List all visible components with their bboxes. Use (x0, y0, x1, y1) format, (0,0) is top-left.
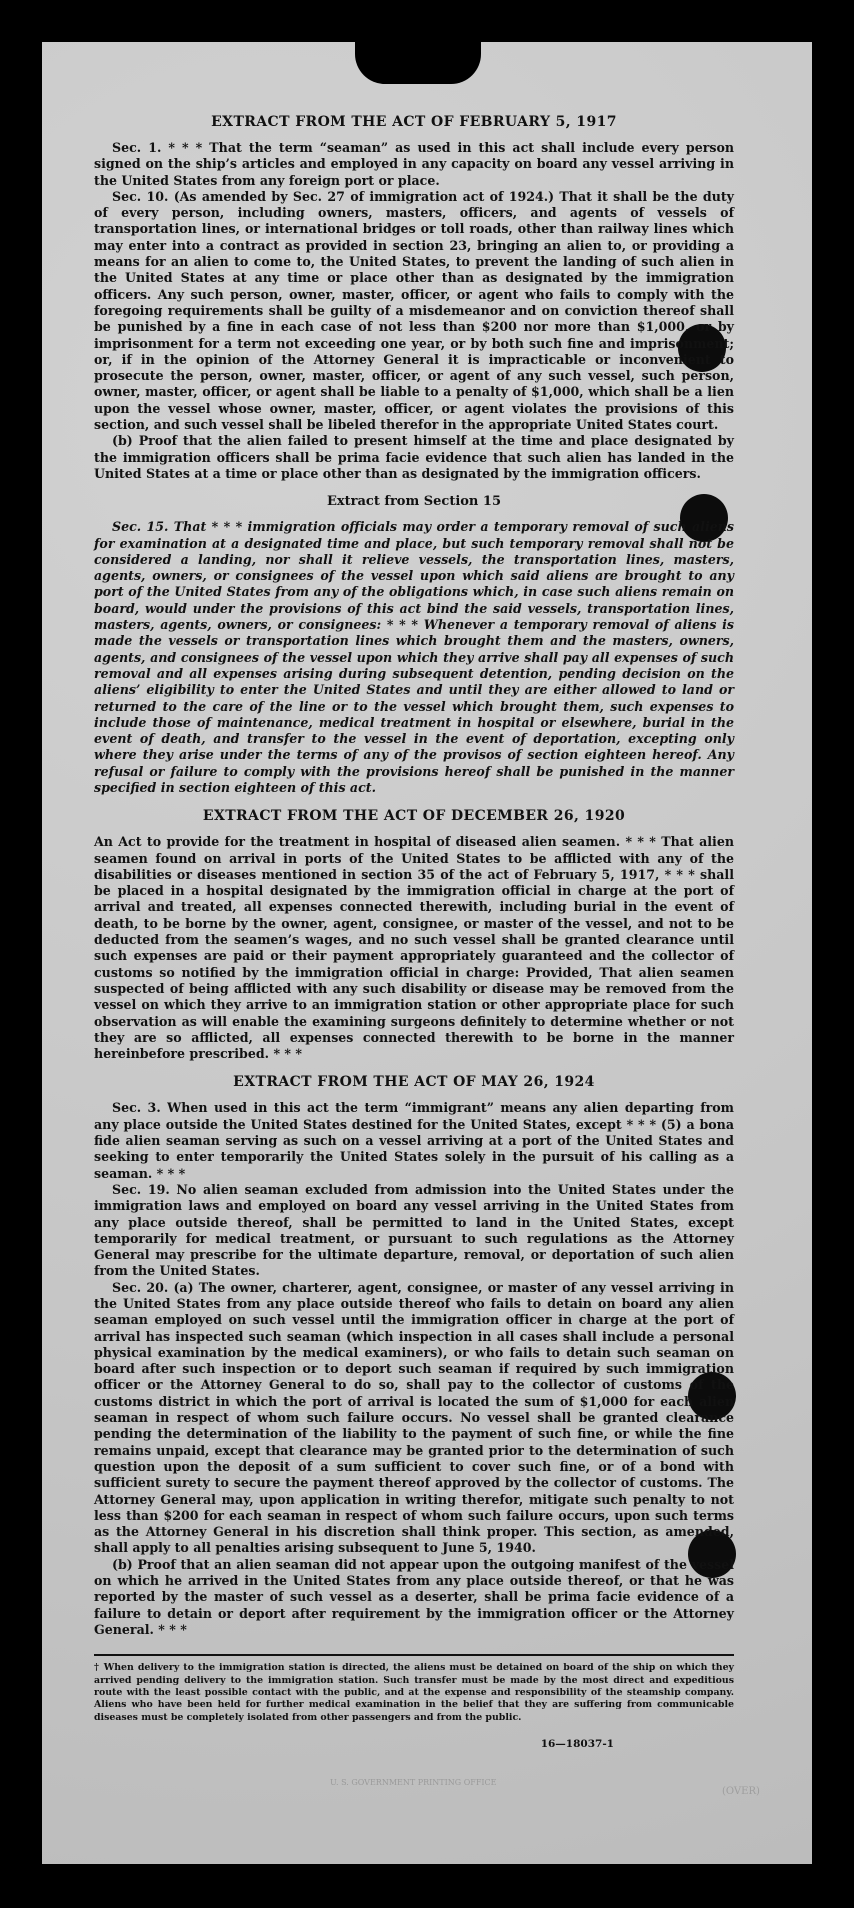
section-subtitle: Extract from Section 15 (326, 494, 502, 510)
section-title: EXTRACT FROM THE ACT OF MAY 26, 1924 (233, 1074, 595, 1091)
printer-imprint: U. S. GOVERNMENT PRINTING OFFICE (330, 1778, 497, 1787)
footnote-divider (94, 1654, 734, 1656)
section-title: EXTRACT FROM THE ACT OF DECEMBER 26, 1920 (202, 808, 626, 825)
paragraph: Sec. 1. * * * That the term “seaman” as used in this act shall include every person signed on the ship’s articles and employed in any capacity on board any vessel arriving in the United States from any foreign port or place. (94, 140, 734, 188)
form-mark: (OVER) (722, 1786, 760, 1797)
paragraph: Sec. 10. (As amended by Sec. 27 of immigration act of 1924.) That it shall be the duty of every person, including owners, masters, officers, and agents of vessels of transportation lines, or international bridges or toll roads, other than railway lines which may enter into a contract as provided in section 23, bringing an alien to, or providing a means for an alien to come to, the United States, to prevent the landing of such alien in the United States at any time or place other than as designated by the immigration officers. Any such person, owner, master, officer, or agent who fails to comply with the foregoing requirements shall be guilty of a misdemeanor and on conviction thereof shall be punished by a fine in each case of not less than $200 nor more than $1,000, or by imprisonment for a term not exceeding one year, or by both such fine and imprisonment; or, if in the opinion of the Attorney General it is impracticable or inconvenient to prosecute the person, owner, master, officer, or agent of any such vessel, such person, owner, master, officer, or agent shall be liable to a penalty of $1,000, which shall be a lien upon the vessel whose owner, master, officer, or agent violates the provisions of this section, and such vessel shall be libeled therefor in the appropriate United States court. (94, 188, 734, 433)
paragraph: An Act to provide for the treatment in hospital of diseased alien seamen. * * * That alien seamen found on arrival in ports of the United States to be afflicted with any of the disabilities or diseases mentioned in section 35 of the act of February 5, 1917, * * * shall be placed in a hospital designated by the immigration official in charge at the port of arrival and treated, all expenses connected therewith, including burial in the event of death, to be borne by the owner, agent, consignee, or master of the vessel, and not to be deducted from the seamen’s wages, and no such vessel shall be granted clearance until such expenses are paid or their payment appropriately guaranteed and the collector of customs so notified by the immigration official in charge: Provided, That alien seamen suspected of being afflicted with any such disability or disease may be removed from the vessel on which they arrive to an immigration station or other appropriate place for such observation as will enable the examining surgeons definitely to determine whether or not they are so afflicted, all expenses connected therewith to be borne in the manner hereinbefore prescribed. * * * (94, 834, 734, 1062)
paragraph: (b) Proof that an alien seaman did not appear upon the outgoing manifest of the vessel on which he arrived in the United States from any place outside thereof, or that he was reported by the master of such vessel as a deserter, shall be prima facie evidence of a failure to detain or deport after requirement by the immigration officer or the Attorney General. * * * (94, 1556, 734, 1637)
document-content (94, 114, 734, 1750)
paragraph: Sec. 15. That * * * immigration officials may order a temporary removal of such aliens for examination at a designated time and place, but such temporary removal shall not be considered a landing, nor shall it relieve vessels, the transportation lines, masters, agents, owners, or consignees of the vessel upon which said aliens are brought to any port of the United States from any of the obligations which, in case such aliens remain on board, would under the provisions of this act bind the said vessels, transportation lines, masters, agents, owners, or consignees: * * * Whenever a temporary removal of aliens is made the vessels or transportation lines which brought them and the masters, owners, agents, and consignees of the vessel upon which they arrive shall pay all expenses of such removal and all expenses arising during subsequent detention, pending decision on the aliens’ eligibility to enter the United States and until they are either allowed to land or returned to the care of the line or to the vessel which brought them, such expenses to include those of maintenance, medical treatment in hospital or elsewhere, burial in the event of death, and transfer to the vessel in the event of deportation, excepting only where they arise under the terms of any of the provisos of section eighteen hereof. Any refusal or failure to comply with the provisions hereof shall be punished in the manner specified in section eighteen of this act. (94, 519, 734, 795)
footnote: † When delivery to the immigration station is directed, the aliens must be detained on board of the ship on which they arrived pending delivery to the immigration station. Such transfer must be made by the most direct and expeditious route with the least possible contact with the public, and at the expense and responsibility of the steamship company. Aliens who have been held for further medical examination in the belief that they are suffering from communicable diseases must be completely isolated from other passengers and from the public. (94, 1662, 734, 1723)
paragraph: Sec. 20. (a) The owner, charterer, agent, consignee, or master of any vessel arriving in the United States from any place outside thereof who fails to detain on board any alien seaman employed on such vessel until the immigration officer in charge at the port of arrival has inspected such seaman (which inspection in all cases shall include a personal physical examination by the medical examiners), or who fails to detain such seaman on board after such inspection or to deport such seaman if required by such immigration officer or the Attorney General to do so, shall pay to the collector of customs of the customs district in which the port of arrival is located the sum of $1,000 for each alien seaman in respect of whom such failure occurs. No vessel shall be granted clearance pending the determination of the liability to the payment of such fine, or while the fine remains unpaid, except that clearance may be granted prior to the determination of such question upon the deposit of a sum sufficient to cover such fine, or of a bond with sufficient surety to secure the payment thereof approved by the collector of customs. The Attorney General may, upon application in writing therefor, mitigate such penalty to not less than $200 for each seaman in respect of whom such failure occurs, upon such terms as the Attorney General in his discretion shall think proper. This section, as amended, shall apply to all penalties arising subsequent to June 5, 1940. (94, 1279, 734, 1556)
paragraph: Sec. 3. When used in this act the term “immigrant” means any alien departing from any place outside the United States destined for the United States, except * * * (5) a bona fide alien seaman serving as such on a vessel arriving at a port of the United States and seeking to enter temporarily the United States solely in the pursuit of his calling as a seaman. * * * (94, 1100, 734, 1181)
paragraph: (b) Proof that the alien failed to present himself at the time and place designated by the immigration officers shall be prima facie evidence that such alien has landed in the United States at a time or place other than as designated by the immigration officers. (94, 433, 734, 481)
document-number: 16—18037-1 (540, 1738, 614, 1751)
section-title: EXTRACT FROM THE ACT OF FEBRUARY 5, 1917 (211, 114, 617, 130)
paragraph: Sec. 19. No alien seaman excluded from admission into the United States under the immigration laws and employed on board any vessel arriving in the United States from any place outside thereof, shall be permitted to land in the United States, except temporarily for medical treatment, or pursuant to such regulations as the Attorney General may prescribe for the ultimate departure, removal, or deportation of such alien from the United States. (94, 1181, 734, 1279)
torn-notch (355, 42, 481, 84)
